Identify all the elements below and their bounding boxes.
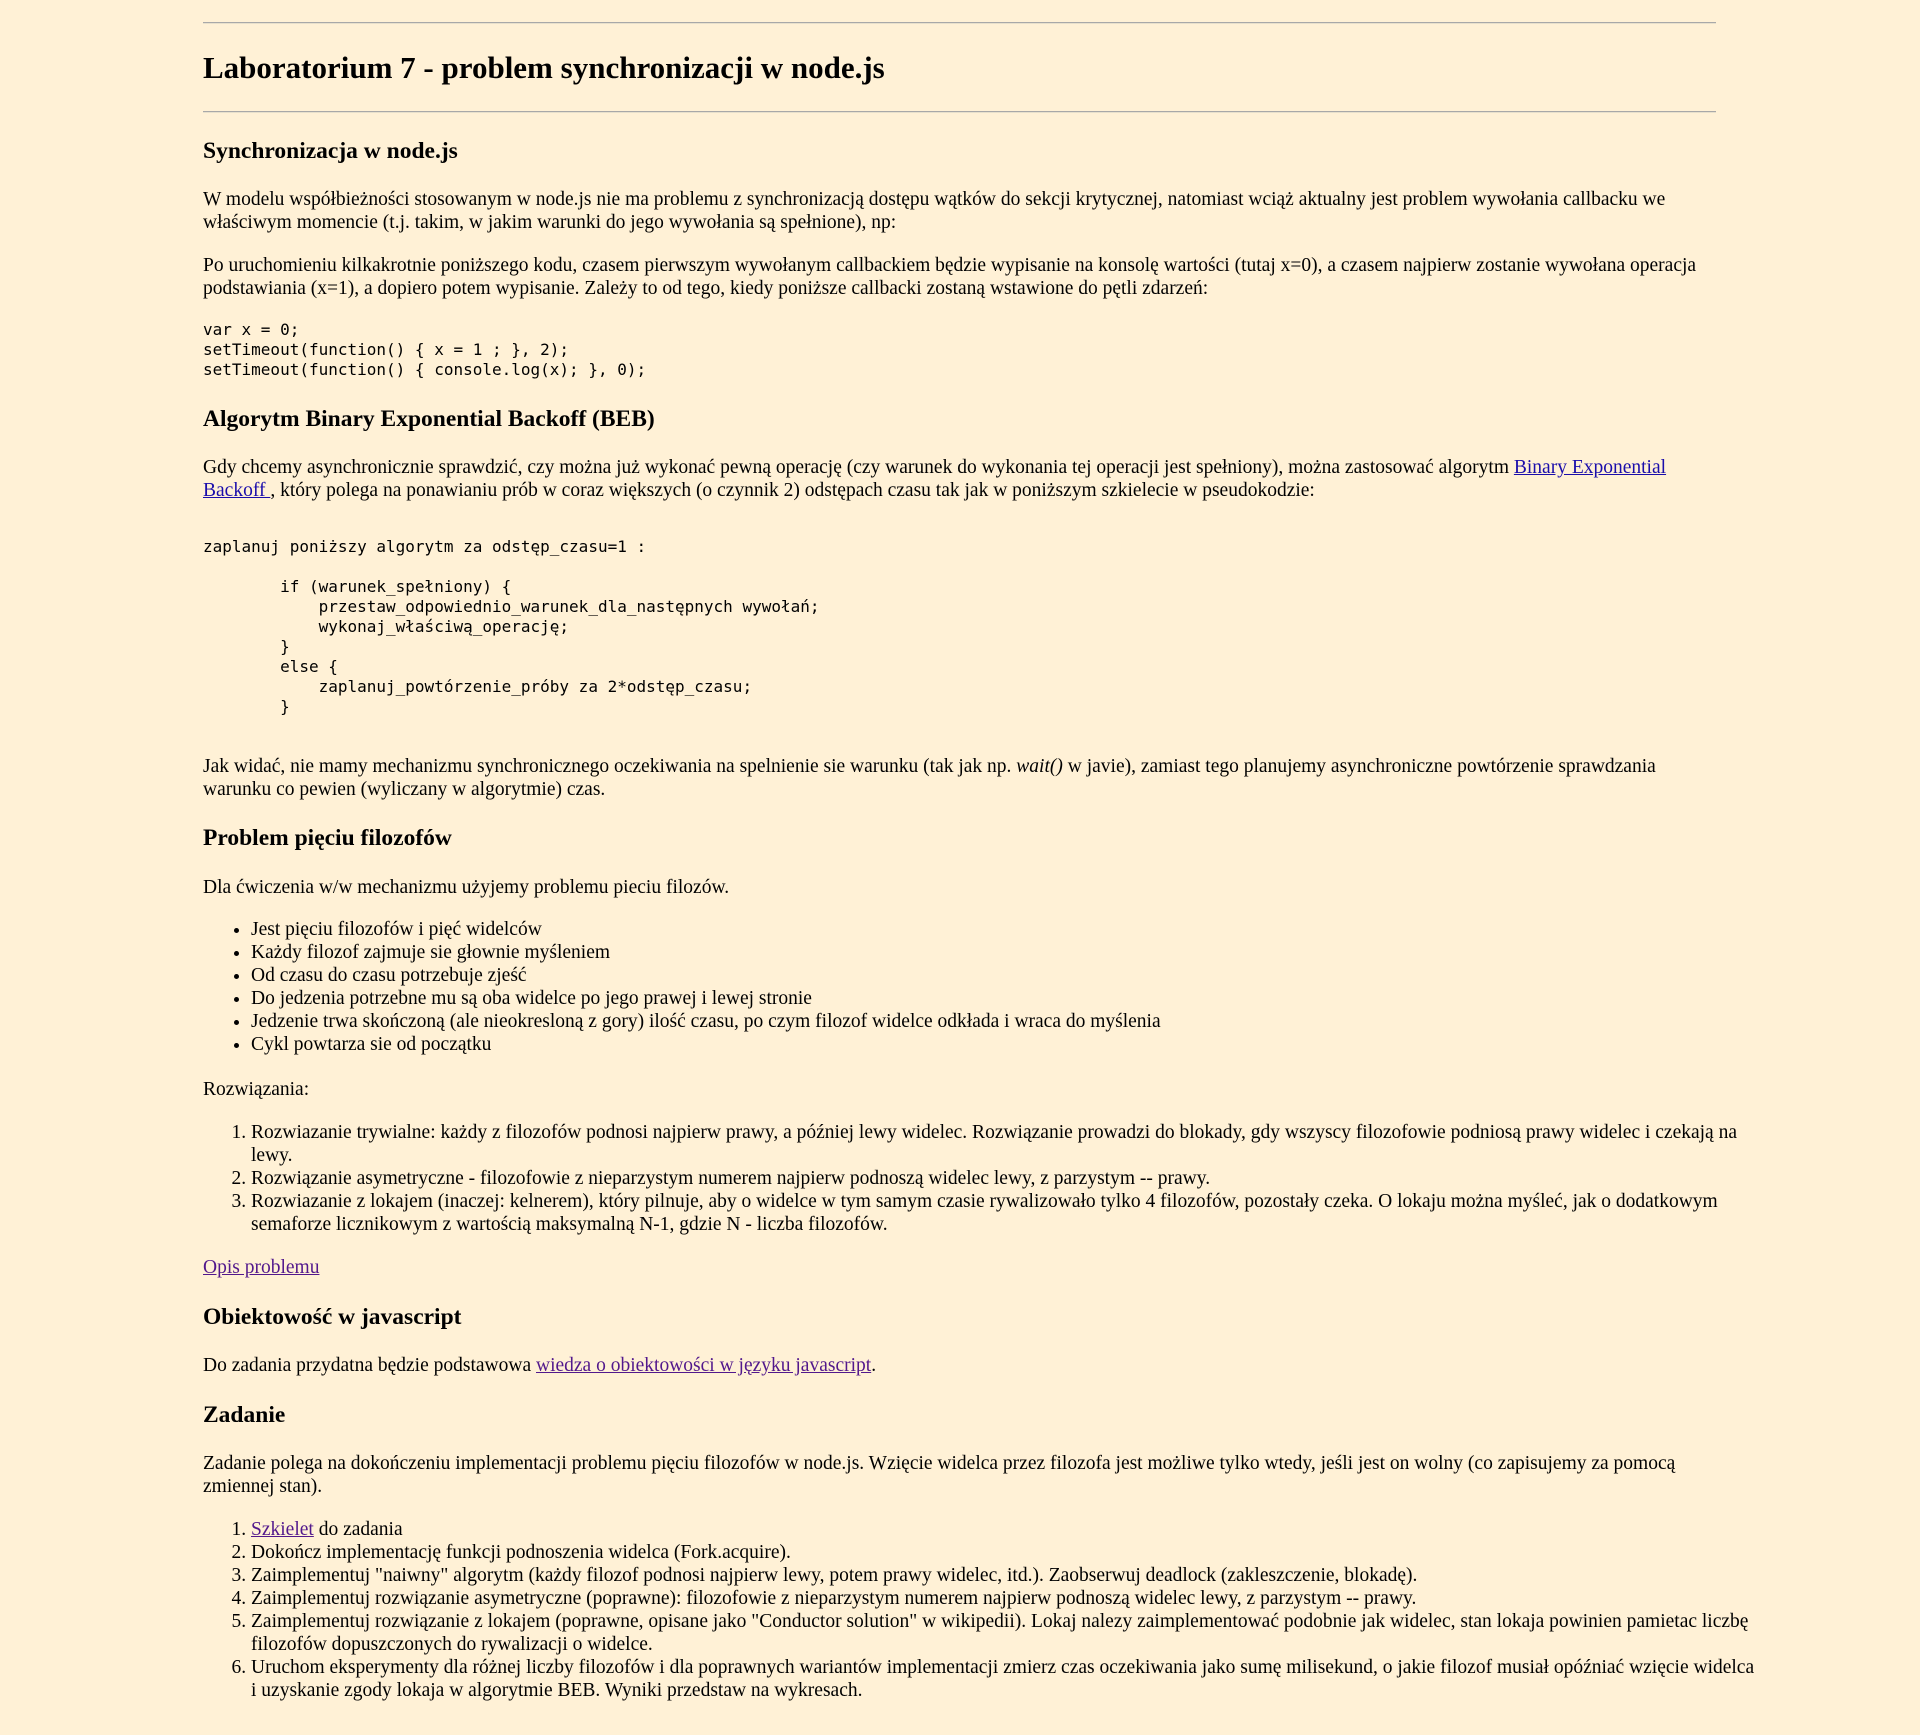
- beb-p2-before: Jak widać, nie mamy mechanizmu synchronicznego oczekiwania na spelnienie sie warunku (tak jak np.: [203, 756, 1017, 777]
- beb-text-before: Gdy chcemy asynchronicznie sprawdzić, czy można już wykonać pewną operację (czy warunek do wykonania tej operacji jest spełniony), można zastosować algorytm: [203, 457, 1514, 478]
- heading-beb: Algorytm Binary Exponential Backoff (BEB): [203, 406, 655, 432]
- beb-text-after: , który polega na ponawianiu prób w coraz większych (o czynnik 2) odstępach czasu tak jak w poniższym szkielecie w pseudokodzie:: [270, 480, 1315, 501]
- philosophers-intro: Dla ćwiczenia w/w mechanizmu użyjemy problemu pieciu filozów.: [203, 877, 730, 898]
- heading-task: Zadanie: [203, 1402, 286, 1428]
- heading-philosophers: Problem pięciu filozofów: [203, 825, 452, 851]
- list-item: • Do jedzenia potrzebne mu są oba widelce po jego prawej i lewej stronie: [251, 987, 1764, 1010]
- philosophers-rules-list: [203, 918, 1764, 1056]
- list-item: • Każdy filozof zajmuje sie głownie myśleniem: [251, 941, 1764, 964]
- list-item: • Jedzenie trwa skończoną (ale nieokresloną z gory) ilość czasu, po czym filozof widelce odkłada i wraca do myślenia: [251, 1010, 1764, 1033]
- list-item: [251, 1518, 1764, 1541]
- code-block-beb-pseudocode: zaplanuj poniższy algorytm za odstęp_czasu=1 : if (warunek_spełniony) { przestaw_odpowiednio_warunek_dla_następnych wywołań; wykonaj_właściwą_operację; } else { zaplanuj_powtórzenie_próby za 2*odstęp_czasu; }: [203, 537, 820, 716]
- oop-paragraph: [203, 1354, 1716, 1377]
- oop-text-after: .: [871, 1355, 877, 1376]
- list-item: 2. Rozwiązanie asymetryczne - filozofowie z nieparzystym numerem najpierw podnoszą widelec lewy, z parzystym -- prawy.: [251, 1167, 1764, 1190]
- heading-sync: Synchronizacja w node.js: [203, 138, 458, 164]
- wait-keyword: wait(): [1016, 756, 1063, 777]
- beb-paragraph-2: [203, 755, 1716, 801]
- sync-paragraph-1: W modelu współbieżności stosowanym w node.js nie ma problemu z synchronizacją dostępu wątków do sekcji krytycznej, natomiast wciąż aktualny jest problem wywołania callbacku we właściwym momencie (t.j. takim, w jakim warunki do jego wywołania są spełnione), np:: [203, 189, 1666, 233]
- link-binary-exponential-backoff[interactable]: Binary Exponential Backoff: [203, 457, 1667, 501]
- page-title: Laboratorium 7 - problem synchronizacji w node.js: [203, 50, 885, 85]
- beb-p2-after: w javie), zamiast tego planujemy asynchroniczne powtórzenie sprawdzania warunku co pewien (wyliczany w algorytmie) czas.: [203, 756, 1656, 800]
- solutions-list: [203, 1121, 1764, 1236]
- code-block-settimeout: var x = 0; setTimeout(function() { x = 1 ; }, 2); setTimeout(function() { console.log(x); }, 0);: [203, 320, 647, 379]
- title-divider: [203, 111, 1716, 113]
- list-item: • Jest pięciu filozofów i pięć widelców: [251, 918, 1764, 941]
- solutions-label: Rozwiązania:: [203, 1079, 310, 1100]
- list-item: • Cykl powtarza sie od początku: [251, 1033, 1764, 1056]
- list-item: 3. Zaimplementuj "naiwny" algorytm (każdy filozof podnosi najpierw lewy, potem prawy widelec, itd.). Zaobserwuj deadlock (zakleszczenie, blokadę).: [251, 1564, 1764, 1587]
- task-steps-list: [203, 1518, 1764, 1702]
- problem-description-paragraph: [203, 1256, 1716, 1279]
- list-item: 6. Uruchom eksperymenty dla różnej liczby filozofów i dla poprawnych wariantów implementacji zmierz czas oczekiwania jako sumę milisekund, o jakie filozof musiał opóźniać wzięcie widelca i uzyskanie zgody lokaja w algorytmie BEB. Wyniki przedstaw na wykresach.: [251, 1656, 1764, 1702]
- list-item: 1. Rozwiazanie trywialne: każdy z filozofów podnosi najpierw prawy, a później lewy widelec. Rozwiązanie prowadzi do blokady, gdy wszyscy filozofowie podniosą prawy widelec i czekają na lewy.: [251, 1121, 1764, 1167]
- link-opis-problemu[interactable]: Opis problemu: [203, 1257, 320, 1278]
- top-divider: [203, 22, 1716, 24]
- list-item: • Od czasu do czasu potrzebuje zjeść: [251, 964, 1764, 987]
- task-paragraph: Zadanie polega na dokończeniu implementacji problemu pięciu filozofów w node.js. Wzięcie widelca przez filozofa jest możliwe tylko wtedy, jeśli jest on wolny (co zapisujemy za pomocą zmiennej stan).: [203, 1453, 1676, 1497]
- link-oop-javascript[interactable]: wiedza o obiektowości w języku javascript: [536, 1355, 872, 1376]
- list-item: 3. Rozwiazanie z lokajem (inaczej: kelnerem), który pilnuje, aby o widelce w tym samym czasie rywalizowało tylko 4 filozofów, pozostały czeka. O lokaju można myśleć, jak o dodatkowym semaforze licznikowym z wartością maksymalną N-1, gdzie N - liczba filozofów.: [251, 1190, 1764, 1236]
- list-item: 4. Zaimplementuj rozwiązanie asymetryczne (poprawne): filozofowie z nieparzystym numerem najpierw podnoszą widelec lewy, z parzystym -- prawy.: [251, 1587, 1764, 1610]
- list-item: 5. Zaimplementuj rozwiązanie z lokajem (poprawne, opisane jako "Conductor solution" w wikipedii). Lokaj nalezy zaimplementować podobnie jak widelec, stan lokaja powinien pamietac liczbę filozofów dopuszczonych do rywalizacji o widelce.: [251, 1610, 1764, 1656]
- list-item: 2. Dokończ implementację funkcji podnoszenia widelca (Fork.acquire).: [251, 1541, 1764, 1564]
- heading-oop-js: Obiektowość w javascript: [203, 1304, 462, 1330]
- sync-paragraph-2: Po uruchomieniu kilkakrotnie poniższego kodu, czasem pierwszym wywołanym callbackiem będzie wypisanie na konsolę wartości (tutaj x=0), a czasem najpierw zostanie wywołana operacja podstawiania (x=1), a dopiero potem wypisanie. Zależy to od tego, kiedy poniższe callbacki zostaną wstawione do pętli zdarzeń:: [203, 255, 1697, 299]
- step-1-text: do zadania: [313, 1519, 403, 1540]
- beb-paragraph-1: [203, 456, 1716, 502]
- oop-text-before: Do zadania przydatna będzie podstawowa: [203, 1355, 536, 1376]
- link-szkielet[interactable]: Szkielet: [251, 1519, 314, 1540]
